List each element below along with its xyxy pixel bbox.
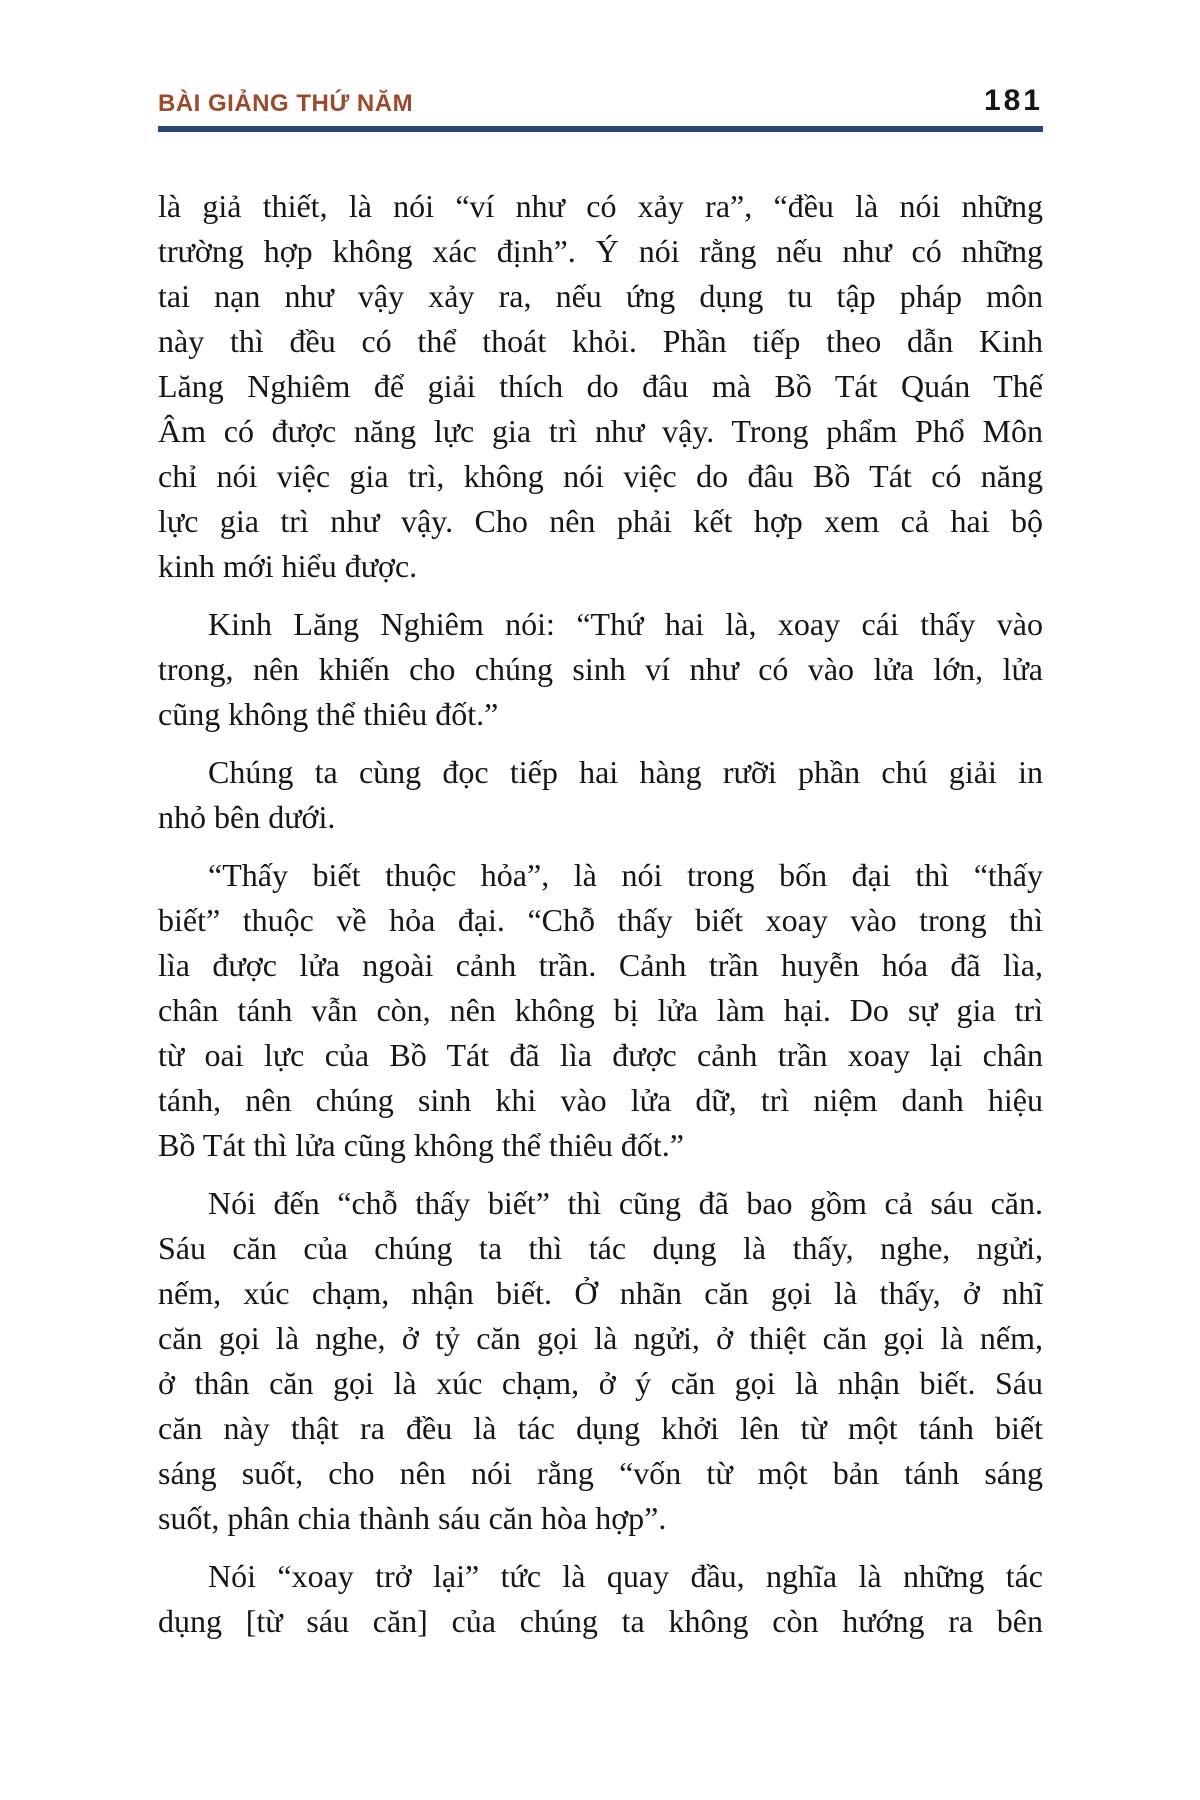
text-line: ở thân căn gọi là xúc chạm, ở ý căn gọi là nhận biết. Sáu [158, 1365, 1043, 1401]
running-header [158, 84, 1043, 124]
text-line: Sáu căn của chúng ta thì tác dụng là thấy, nghe, ngửi, [158, 1230, 1043, 1266]
text-line: căn gọi là nghe, ở tỷ căn gọi là ngửi, ở thiệt căn gọi là nếm, [158, 1320, 1043, 1356]
text-line: Nói “xoay trở lại” tức là quay đầu, nghĩa là những tác [208, 1558, 1043, 1594]
text-line: Chúng ta cùng đọc tiếp hai hàng rưỡi phần chú giải in [208, 754, 1043, 790]
text-line: sáng suốt, cho nên nói rằng “vốn từ một bản tánh sáng [158, 1455, 1043, 1491]
paragraph [158, 1181, 1043, 1541]
text-line: chỉ nói việc gia trì, không nói việc do đâu Bồ Tát có năng [158, 458, 1043, 494]
paragraph [158, 853, 1043, 1168]
text-line: lìa được lửa ngoài cảnh trần. Cảnh trần huyễn hóa đã lìa, [158, 947, 1043, 983]
text-line: nhỏ bên dưới. [158, 799, 336, 835]
text-line: dụng [từ sáu căn] của chúng ta không còn hướng ra bên [158, 1603, 1043, 1639]
text-line: tánh, nên chúng sinh khi vào lửa dữ, trì niệm danh hiệu [158, 1082, 1043, 1118]
paragraph [158, 750, 1043, 840]
paragraph [158, 1554, 1043, 1644]
text-line: lực gia trì như vậy. Cho nên phải kết hợp xem cả hai bộ [158, 503, 1043, 539]
text-line: Nói đến “chỗ thấy biết” thì cũng đã bao gồm cả sáu căn. [208, 1185, 1043, 1221]
page-number: 181 [983, 84, 1043, 117]
text-line: “Thấy biết thuộc hỏa”, là nói trong bốn đại thì “thấy [208, 857, 1043, 893]
text-line: này thì đều có thể thoát khỏi. Phần tiếp theo dẫn Kinh [158, 323, 1043, 359]
text-line: trường hợp không xác định”. Ý nói rằng nếu như có những [158, 233, 1043, 269]
text-line: kinh mới hiểu được. [158, 548, 418, 584]
header-rule-divider [158, 126, 1043, 132]
text-line: Kinh Lăng Nghiêm nói: “Thứ hai là, xoay cái thấy vào [208, 606, 1043, 642]
text-line: căn này thật ra đều là tác dụng khởi lên từ một tánh biết [158, 1410, 1043, 1446]
text-line: từ oai lực của Bồ Tát đã lìa được cảnh trần xoay lại chân [158, 1037, 1043, 1073]
text-line: Âm có được năng lực gia trì như vậy. Trong phẩm Phổ Môn [158, 413, 1043, 449]
text-line: nếm, xúc chạm, nhận biết. Ở nhãn căn gọi là thấy, ở nhĩ [158, 1275, 1043, 1311]
text-line: suốt, phân chia thành sáu căn hòa hợp”. [158, 1500, 667, 1536]
text-line: Bồ Tát thì lửa cũng không thể thiêu đốt.” [158, 1127, 684, 1163]
paragraph [158, 602, 1043, 737]
text-line: biết” thuộc về hỏa đại. “Chỗ thấy biết xoay vào trong thì [158, 902, 1043, 938]
text-line: tai nạn như vậy xảy ra, nếu ứng dụng tu tập pháp môn [158, 278, 1043, 314]
chapter-header: BÀI GIẢNG THỨ NĂM [158, 90, 414, 117]
text-line: chân tánh vẫn còn, nên không bị lửa làm hại. Do sự gia trì [158, 992, 1043, 1028]
text-line: Lăng Nghiêm để giải thích do đâu mà Bồ Tát Quán Thế [158, 368, 1043, 404]
text-line: trong, nên khiến cho chúng sinh ví như có vào lửa lớn, lửa [158, 651, 1043, 687]
body-text [158, 184, 1043, 1644]
text-line: cũng không thể thiêu đốt.” [158, 696, 499, 732]
paragraph [158, 184, 1043, 589]
text-line: là giả thiết, là nói “ví như có xảy ra”, “đều là nói những [158, 188, 1043, 224]
